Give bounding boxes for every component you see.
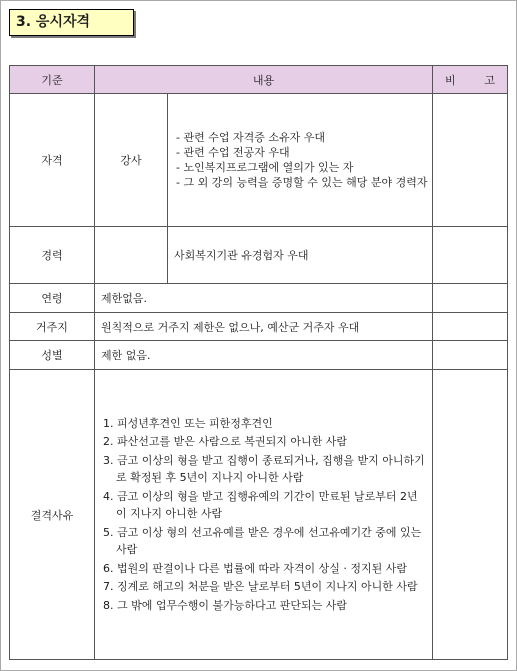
list-item: - 관련 수업 전공자 우대 [176, 146, 290, 159]
list-item: - 관련 수업 자격증 소유자 우대 [176, 131, 325, 144]
career-content: 사회복지기관 유경험자 우대 [168, 227, 433, 284]
list-item: 5. 금고 이상 형의 선고유예를 받은 경우에 선고유예기간 중에 있는 사람 [103, 525, 422, 557]
disqualification-label: 결격사유 [10, 370, 95, 660]
list-item: 6. 법원의 판결이나 다른 법률에 따라 자격이 상실 · 정지된 사람 [103, 561, 407, 575]
gender-remarks [433, 341, 508, 370]
disqualification-content [95, 370, 433, 660]
age-label: 연령 [10, 284, 95, 313]
header-criteria: 기준 [10, 66, 95, 94]
career-sub-cell [95, 227, 168, 284]
qualification-label: 자격 [10, 94, 95, 227]
qualification-remarks [433, 94, 508, 227]
qualification-sub-label: 강사 [95, 94, 168, 227]
table-row-career [10, 227, 508, 284]
disqualification-list [95, 415, 432, 615]
qualification-table [9, 65, 508, 660]
table-row-disqualification [10, 370, 508, 660]
list-item: 2. 파산선고를 받은 사람으로 복권되지 아니한 사람 [103, 435, 347, 449]
gender-label: 성별 [10, 341, 95, 370]
header-content: 내용 [95, 66, 433, 94]
age-remarks [433, 284, 508, 313]
residence-content: 원칙적으로 거주지 제한은 없으나, 예산군 거주자 우대 [95, 313, 433, 341]
list-item: - 그 외 강의 능력을 증명할 수 있는 해당 분야 경력자 [176, 176, 428, 189]
qualification-content [168, 94, 433, 227]
table-row-residence [10, 313, 508, 341]
list-item: - 노인복지프로그램에 열의가 있는 자 [176, 161, 354, 174]
gender-content: 제한 없음. [95, 341, 433, 370]
age-content: 제한없음. [95, 284, 433, 313]
career-remarks [433, 227, 508, 284]
residence-remarks [433, 313, 508, 341]
disqualification-remarks [433, 370, 508, 660]
table-row-gender [10, 341, 508, 370]
list-item: 1. 피성년후견인 또는 피한정후견인 [103, 416, 273, 430]
section-title: 3. 응시자격 [9, 9, 134, 36]
list-item: 7. 징계로 해고의 처분을 받은 날로부터 5년이 지나지 아니한 사람 [103, 580, 418, 594]
list-item: 8. 그 밖에 업무수행이 불가능하다고 판단되는 사람 [103, 598, 347, 612]
table-header-row [10, 66, 508, 94]
qualification-list [168, 130, 432, 190]
table-row-age [10, 284, 508, 313]
residence-label: 거주지 [10, 313, 95, 341]
table-row-qualification [10, 94, 508, 227]
career-label: 경력 [10, 227, 95, 284]
list-item: 4. 금고 이상의 형을 받고 집행유예의 기간이 만료된 날로부터 2년이 지나지 아니한 사람 [103, 489, 418, 521]
header-remarks: 비 고 [433, 66, 508, 94]
list-item: 3. 금고 이상의 형을 받고 집행이 종료되거나, 집행을 받지 아니하기로 확정된 후 5년이 지나지 아니한 사람 [103, 453, 425, 485]
